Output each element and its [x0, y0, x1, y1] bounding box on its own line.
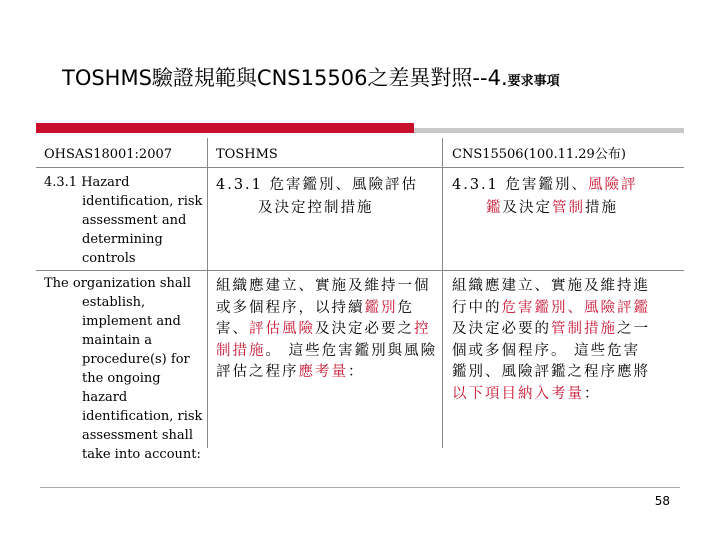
- ohsas-clause-row1: [44, 173, 204, 268]
- cns-highlight: 以下項目納入考量: [452, 385, 584, 402]
- column-header-toshms: TOSHMS: [216, 147, 278, 162]
- cns-clause-row2: 組織應建立、實施及維持進行中的危害鑑別、風險評鑑及決定必要的管制措施之一個或多個程序。 這些危害鑑別、風險評鑑之程序應將以下項目納入考量：: [452, 278, 650, 402]
- toshms-highlight: 評估風險: [249, 321, 315, 337]
- cns-clause-row1: 4.3.1 危害鑑別、風險評 鑑及決定管制措施: [452, 177, 638, 216]
- cns-highlight: 危害鑑別、風險評鑑: [501, 299, 650, 316]
- cns-highlight: 風險評: [588, 177, 638, 193]
- column-header-ohsas: OHSAS18001:2007: [44, 147, 173, 162]
- cns-highlight: 管制: [552, 200, 585, 216]
- footer-rule: [40, 487, 680, 488]
- slide-title-main: TOSHMS驗證規範與CNS15506之差異對照--4.: [62, 66, 508, 90]
- page-number: 58: [654, 494, 670, 508]
- table-column-divider: [207, 138, 208, 448]
- column-header-cns: CNS15506(100.11.29公布): [452, 147, 626, 162]
- toshms-highlight: 鑑別: [364, 299, 398, 316]
- ohsas-clause-row1-rest: identification, risk assessment and determining controls: [82, 194, 203, 266]
- toshms-highlight: 控制措施: [216, 321, 431, 359]
- table-rule: [36, 167, 684, 168]
- table-rule: [36, 270, 684, 271]
- ohsas-clause-row2: [44, 274, 204, 464]
- cns-highlight: 管制措施: [551, 321, 617, 337]
- ohsas-clause-row2-first-line: The organization shall: [44, 276, 191, 291]
- toshms-highlight: 應考量: [298, 364, 348, 380]
- ohsas-clause-row1-first-line: 4.3.1 Hazard: [44, 175, 130, 190]
- cns-highlight: 鑑: [486, 200, 503, 216]
- slide-title-suffix: 要求事項: [507, 74, 560, 89]
- slide-title: [62, 62, 702, 92]
- toshms-clause-row2: 組織應建立、實施及維持一個或多個程序，以持續鑑別危害、評估風險及決定必要之控制措施。 這些危害鑑別與風險評估之程序應考量：: [216, 278, 438, 380]
- title-underline-red: [36, 123, 414, 133]
- ohsas-clause-row2-rest: establish, implement and maintain a procedure(s) for the ongoing hazard identification, risk assessment shall take into account:: [82, 295, 203, 462]
- table-column-divider: [442, 138, 443, 448]
- toshms-clause-row1: 4.3.1 危害鑑別、風險評估 及決定控制措施: [216, 177, 419, 216]
